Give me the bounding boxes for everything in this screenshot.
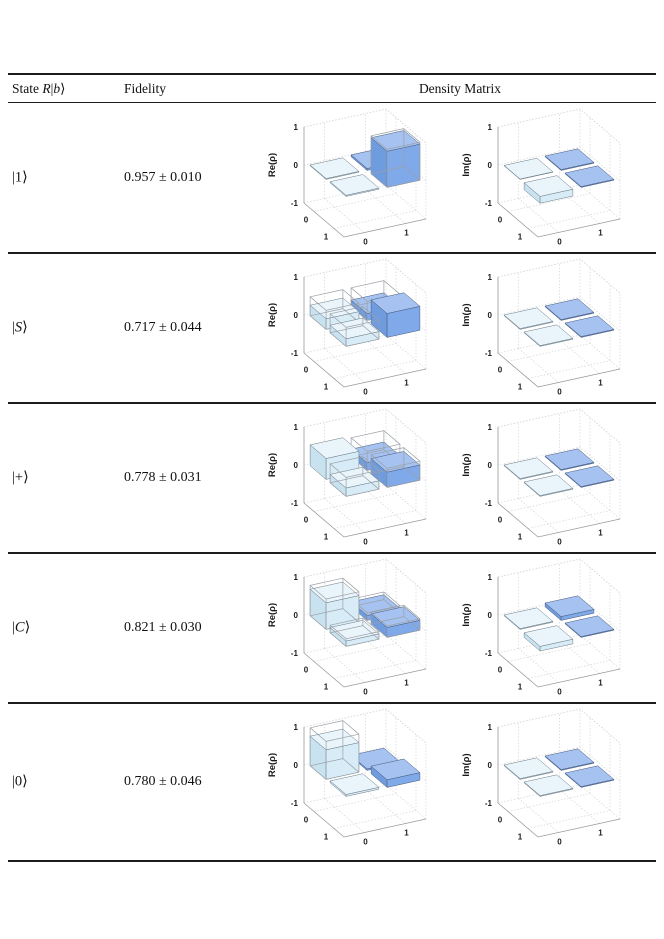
svg-text:0: 0 — [557, 387, 562, 397]
header-state-prefix: State — [12, 81, 43, 96]
svg-text:Im(ρ): Im(ρ) — [461, 303, 472, 327]
ket-close: ⟩ — [22, 319, 28, 336]
column-header-density-matrix: Density Matrix — [418, 81, 502, 96]
svg-text:0: 0 — [303, 815, 309, 825]
svg-text:0: 0 — [303, 515, 309, 525]
svg-text:0: 0 — [497, 815, 503, 825]
density-matrix-re-plot — [262, 103, 447, 253]
ket-open: | — [12, 619, 15, 636]
svg-text:0: 0 — [363, 687, 368, 697]
state-label — [12, 170, 28, 187]
svg-text:-1: -1 — [290, 799, 298, 808]
svg-text:0: 0 — [557, 687, 562, 697]
svg-text:0: 0 — [497, 365, 503, 375]
svg-text:-1: -1 — [290, 199, 298, 208]
svg-text:Re(ρ): Re(ρ) — [267, 152, 278, 178]
svg-text:1: 1 — [517, 232, 523, 242]
svg-text:1: 1 — [487, 273, 492, 282]
svg-text:1: 1 — [323, 532, 329, 542]
svg-text:1: 1 — [487, 573, 492, 582]
density-matrix-im-plot — [456, 403, 641, 553]
svg-text:Re(ρ): Re(ρ) — [267, 452, 278, 478]
svg-text:0: 0 — [497, 515, 503, 525]
svg-text:1: 1 — [487, 723, 492, 732]
density-matrix-re-plot — [262, 703, 447, 853]
density-matrix-im-plot — [456, 553, 641, 703]
svg-text:Im(ρ): Im(ρ) — [461, 453, 472, 477]
density-matrix-im-plot — [456, 103, 641, 253]
svg-text:-1: -1 — [484, 499, 492, 508]
state-label — [12, 773, 28, 790]
svg-text:Re(ρ): Re(ρ) — [267, 602, 278, 628]
density-matrix-im-plot — [456, 253, 641, 403]
svg-text:1: 1 — [598, 378, 603, 388]
density-matrix-re-plot — [262, 553, 447, 703]
svg-text:1: 1 — [598, 528, 603, 538]
svg-text:1: 1 — [293, 123, 298, 132]
svg-text:0: 0 — [497, 215, 503, 225]
fidelity-value: 0.717 ± 0.044 — [124, 320, 202, 335]
svg-text:1: 1 — [404, 828, 409, 838]
header-ket-close: ⟩ — [60, 81, 66, 96]
state-symbol: + — [14, 469, 24, 486]
svg-text:1: 1 — [598, 678, 603, 688]
table-row — [0, 103, 664, 253]
svg-text:-1: -1 — [484, 649, 492, 658]
svg-text:0: 0 — [487, 311, 492, 320]
table-bottom-rule — [8, 860, 656, 862]
svg-text:0: 0 — [303, 215, 309, 225]
table-row — [0, 703, 664, 860]
ket-open: | — [12, 169, 15, 186]
svg-text:1: 1 — [323, 382, 329, 392]
svg-text:0: 0 — [293, 461, 298, 470]
ket-close: ⟩ — [22, 773, 28, 789]
ket-open: | — [12, 773, 15, 789]
svg-text:Im(ρ): Im(ρ) — [461, 153, 472, 177]
state-label — [12, 470, 29, 487]
svg-text:1: 1 — [323, 232, 329, 242]
svg-text:-1: -1 — [484, 799, 492, 808]
state-symbol: 1 — [14, 169, 23, 186]
ket-open: | — [12, 469, 15, 486]
svg-text:0: 0 — [303, 365, 309, 375]
svg-text:0: 0 — [487, 461, 492, 470]
svg-text:0: 0 — [363, 837, 368, 847]
svg-text:1: 1 — [404, 528, 409, 538]
header-r-symbol: R — [42, 81, 51, 96]
svg-text:0: 0 — [293, 761, 298, 770]
svg-text:0: 0 — [497, 665, 503, 675]
svg-text:-1: -1 — [290, 649, 298, 658]
density-matrix-re-plot — [262, 253, 447, 403]
svg-text:0: 0 — [293, 161, 298, 170]
svg-text:1: 1 — [293, 573, 298, 582]
svg-text:0: 0 — [363, 237, 368, 247]
table-row — [0, 403, 664, 553]
svg-text:1: 1 — [598, 828, 603, 838]
svg-text:1: 1 — [517, 682, 523, 692]
ket-close: ⟩ — [24, 619, 31, 636]
density-matrix-re-plot — [262, 403, 447, 553]
svg-text:1: 1 — [517, 382, 523, 392]
svg-text:Im(ρ): Im(ρ) — [461, 753, 472, 777]
svg-text:1: 1 — [517, 532, 523, 542]
svg-text:1: 1 — [487, 423, 492, 432]
svg-text:Re(ρ): Re(ρ) — [267, 752, 278, 778]
svg-text:1: 1 — [293, 423, 298, 432]
column-header-state — [12, 81, 65, 97]
svg-text:0: 0 — [303, 665, 309, 675]
svg-text:1: 1 — [323, 832, 329, 842]
table-row — [0, 553, 664, 703]
svg-text:1: 1 — [293, 723, 298, 732]
svg-text:1: 1 — [323, 682, 329, 692]
svg-text:0: 0 — [293, 611, 298, 620]
svg-text:-1: -1 — [290, 499, 298, 508]
state-symbol: S — [14, 319, 23, 336]
svg-text:1: 1 — [404, 378, 409, 388]
fidelity-value: 0.957 ± 0.010 — [124, 170, 202, 185]
header-b-symbol: b — [53, 81, 61, 96]
svg-text:0: 0 — [487, 761, 492, 770]
svg-text:1: 1 — [293, 273, 298, 282]
svg-text:1: 1 — [517, 832, 523, 842]
ket-close: ⟩ — [23, 469, 29, 486]
svg-text:1: 1 — [404, 228, 409, 238]
svg-text:1: 1 — [598, 228, 603, 238]
svg-text:0: 0 — [557, 237, 562, 247]
ket-open: | — [12, 319, 15, 336]
svg-text:-1: -1 — [484, 349, 492, 358]
svg-text:0: 0 — [363, 537, 368, 547]
svg-text:1: 1 — [487, 123, 492, 132]
svg-text:-1: -1 — [484, 199, 492, 208]
svg-text:0: 0 — [293, 311, 298, 320]
fidelity-value: 0.778 ± 0.031 — [124, 470, 202, 485]
svg-text:Im(ρ): Im(ρ) — [461, 603, 472, 627]
fidelity-value: 0.780 ± 0.046 — [124, 773, 202, 789]
svg-text:0: 0 — [487, 161, 492, 170]
fidelity-value: 0.821 ± 0.030 — [124, 620, 202, 635]
table-top-rule — [8, 73, 656, 75]
state-label — [12, 620, 30, 637]
svg-text:-1: -1 — [290, 349, 298, 358]
svg-text:0: 0 — [557, 537, 562, 547]
svg-text:0: 0 — [557, 837, 562, 847]
header-pipe: | — [50, 81, 54, 96]
state-symbol: 0 — [14, 773, 23, 789]
state-symbol: C — [14, 619, 25, 636]
svg-text:Re(ρ): Re(ρ) — [267, 302, 278, 328]
svg-text:0: 0 — [487, 611, 492, 620]
column-header-fidelity: Fidelity — [124, 81, 167, 96]
state-label — [12, 320, 28, 337]
svg-text:0: 0 — [363, 387, 368, 397]
ket-close: ⟩ — [22, 169, 28, 186]
table-row — [0, 253, 664, 403]
density-matrix-im-plot — [456, 703, 641, 853]
svg-text:1: 1 — [404, 678, 409, 688]
